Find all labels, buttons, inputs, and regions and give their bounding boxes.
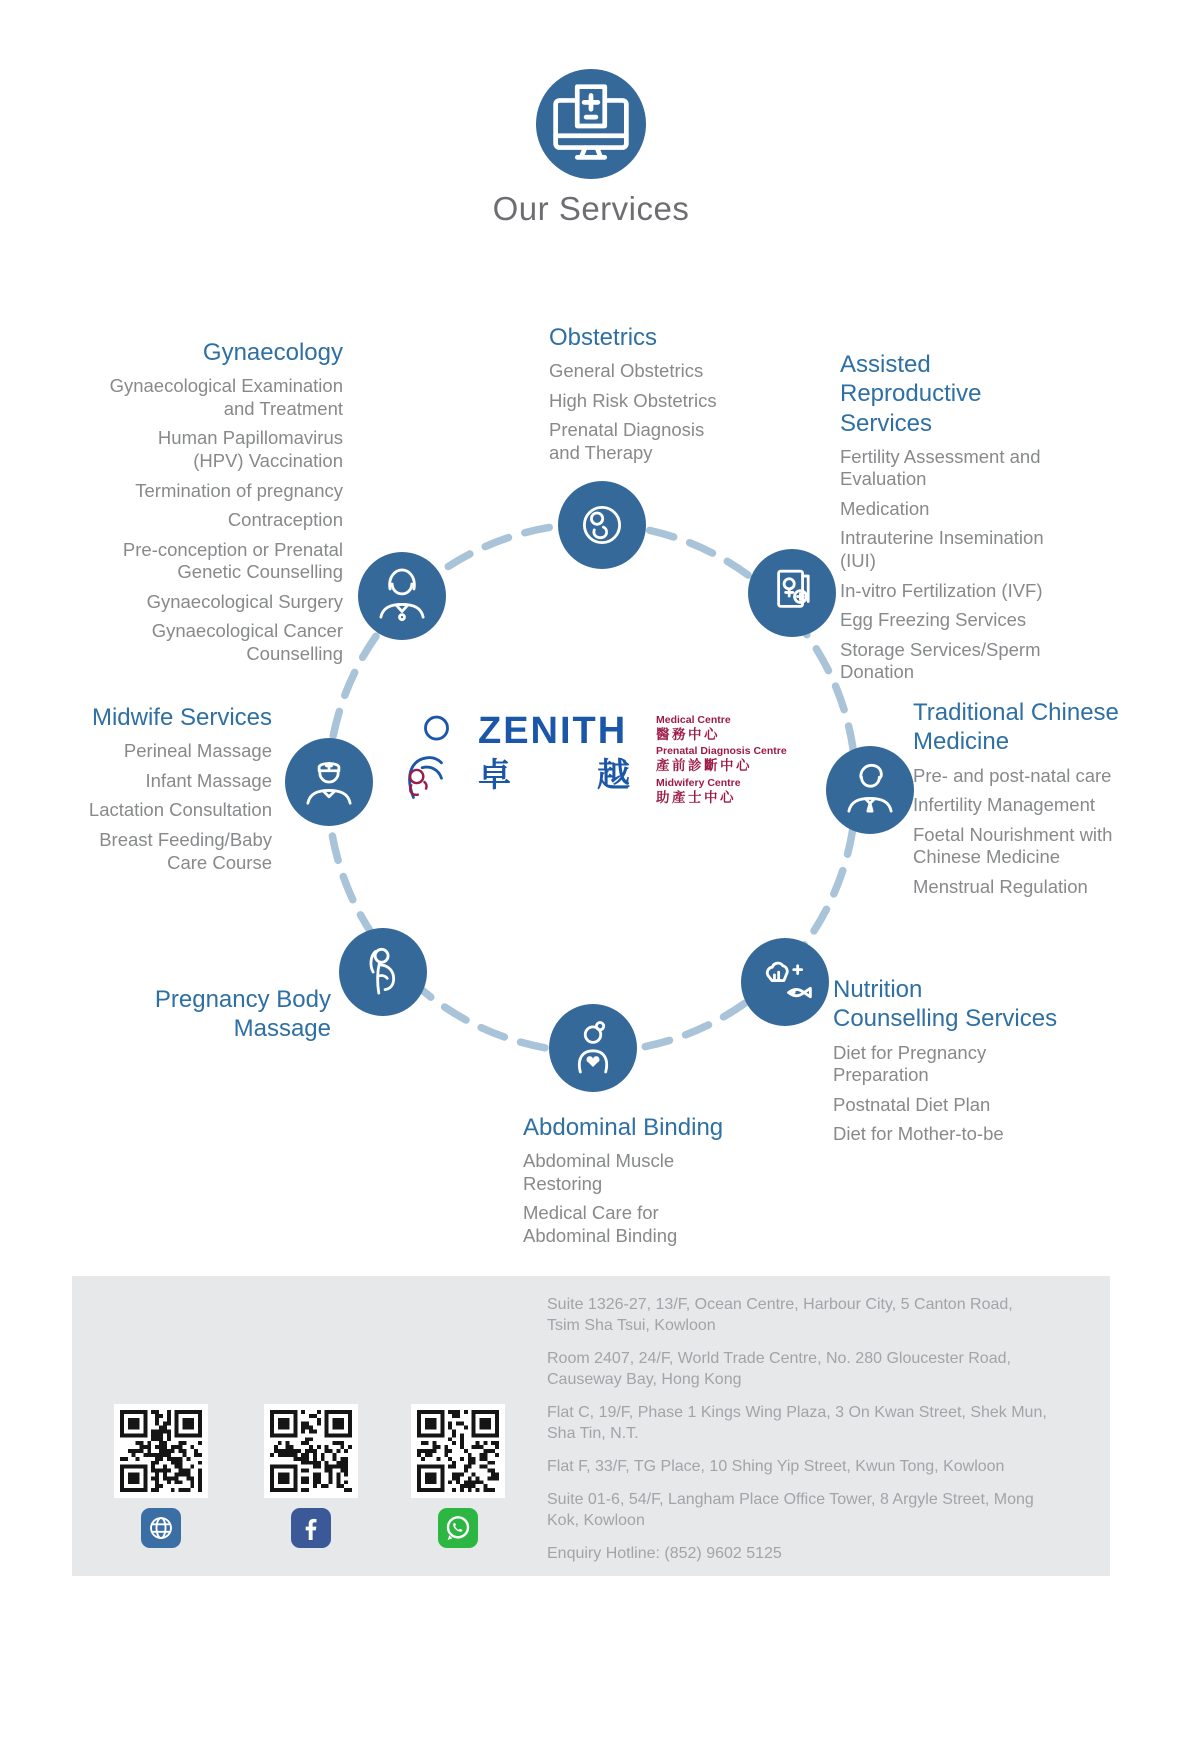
service-item: Human Papillomavirus (HPV) Vaccination [157,427,343,471]
tagline-english: Prenatal Diagnosis Centre [656,745,787,758]
footer [72,1276,1110,1576]
address-line: Suite 1326-27, 13/F, Ocean Centre, Harbour City, 5 Canton Road, Tsim Sha Tsui, Kowloon [547,1296,1013,1334]
section-gynaecology [103,338,343,672]
section-title-line: Gynaecology [202,339,343,366]
fetus-icon [558,481,646,569]
section-items [103,375,343,665]
facebook-icon[interactable] [291,1508,331,1548]
logo-wordmark [478,712,630,791]
service-item: Medication [840,497,930,519]
healthy-food-icon [741,938,829,1026]
pregnant-heart-icon [549,1004,637,1092]
tagline-chinese: 助產士中心 [656,789,736,805]
chinese-doctor-icon [826,746,914,834]
logo-tagline [656,714,787,808]
service-item: Perineal Massage [123,740,272,762]
section-title [833,975,1075,1034]
service-item: General Obstetrics [549,360,704,382]
service-item: Prenatal Diagnosis and Therapy [549,419,705,463]
section-traditional-chinese-medicine [913,698,1148,905]
section-title-line: Obstetrics [549,324,658,351]
zenith-logo [398,712,787,808]
section-title [103,338,343,367]
address-line: Flat C, 19/F, Phase 1 Kings Wing Plaza, 3 On Kwan Street, Shek Mun, Sha Tin, N.T. [547,1404,1047,1442]
tagline-pair [656,714,787,743]
section-abdominal-binding [523,1113,748,1255]
section-title-line: Abdominal Binding [523,1114,724,1141]
mother-baby-logo-icon [398,712,464,808]
section-items [523,1150,748,1247]
section-items [87,740,272,874]
fertility-record-icon [748,549,836,637]
website-qr [114,1404,208,1498]
logo-chinese-name [478,758,630,791]
whatsapp-qr [411,1404,505,1498]
section-items [833,1042,1075,1146]
section-items [913,765,1148,899]
whatsapp-icon[interactable] [438,1508,478,1548]
section-title [131,985,331,1044]
service-item: In-vitro Fertilization (IVF) [840,579,1043,601]
section-title-line: Services [840,409,933,437]
section-items [840,446,1078,684]
section-midwife [87,703,272,881]
female-doctor-icon [358,552,446,640]
service-item: Termination of pregnancy [135,479,343,501]
logo-name: ZENITH [478,710,628,752]
hotline: Enquiry Hotline: (852) 9602 5125 [547,1545,782,1562]
tagline-english: Medical Centre [656,714,731,726]
section-title [87,703,272,732]
service-item: Gynaecological Cancer Counselling [151,620,343,664]
tagline-chinese: 產前診斷中心 [656,758,752,774]
service-item: Postnatal Diet Plan [833,1093,991,1115]
tagline-chinese: 醫務中心 [656,727,720,743]
nurse-icon [285,738,373,826]
section-title-line: Counselling Services [833,1005,1058,1033]
service-item: Intrauterine Insemination (IUI) [840,527,1044,572]
address-line: Suite 01-6, 54/F, Langham Place Office Tower, 8 Argyle Street, Mong Kok, Kowloon [547,1491,1034,1529]
service-item: High Risk Obstetrics [549,389,717,411]
logo-chinese-char: 卓 [478,756,511,793]
website-icon[interactable] [141,1508,181,1548]
service-item: Medical Care for Abdominal Binding [523,1202,678,1246]
service-item: Diet for Mother-to-be [833,1123,1004,1145]
section-pregnancy-body-massage [131,985,331,1052]
section-items [549,360,739,464]
facebook-qr [264,1404,358,1498]
service-item: Pre- and post-natal care [913,764,1112,786]
section-title-line: Midwife Services [91,704,272,731]
section-nutrition-counselling [833,975,1075,1153]
section-title [549,323,739,352]
section-title [913,698,1148,757]
logo-chinese-char: 越 [597,756,630,793]
service-item: Pre-conception or Prenatal Genetic Counselling [122,538,343,583]
tagline-pair [656,777,787,806]
section-title-line: Traditional Chinese [913,699,1119,726]
service-item: Foetal Nourishment with Chinese Medicine [913,823,1113,868]
service-item: Infertility Management [913,794,1096,816]
service-item: Storage Services/Sperm Donation [840,638,1041,683]
section-title [523,1113,748,1142]
section-title-line: Massage [233,1015,331,1043]
service-item: Contraception [227,509,343,531]
service-item: Diet for Pregnancy Preparation [833,1041,987,1086]
address-line: Room 2407, 24/F, World Trade Centre, No. 280 Gloucester Road, Causeway Bay, Hong Kong [547,1350,1011,1388]
service-item: Abdominal Muscle Restoring [523,1150,675,1194]
service-item: Breast Feeding/Baby Care Course [99,828,272,873]
service-item: Egg Freezing Services [840,609,1027,631]
service-item: Fertility Assessment and Evaluation [840,445,1041,490]
service-item: Lactation Consultation [88,799,272,821]
section-obstetrics [549,323,739,472]
section-title [840,350,1078,438]
service-item: Menstrual Regulation [913,875,1088,897]
service-item: Gynaecological Surgery [146,590,343,612]
tagline-english: Midwifery Centre [656,776,741,789]
section-title-line: Pregnancy Body [154,986,331,1013]
section-title-line: Assisted Reproductive [840,351,982,408]
medical-computer-icon [536,69,646,179]
section-assisted-reproductive [840,350,1078,691]
pregnant-profile-icon [339,928,427,1016]
section-title-line: Medicine [913,728,1010,756]
service-item: Gynaecological Examination and Treatment [109,375,343,419]
address-block [547,1294,1047,1576]
service-item: Infant Massage [145,769,272,791]
page-title: Our Services [492,190,690,227]
section-title-line: Nutrition [833,976,923,1003]
tagline-pair [656,745,787,774]
address-line: Flat F, 33/F, TG Place, 10 Shing Yip Street, Kwun Tong, Kowloon [547,1458,1005,1475]
